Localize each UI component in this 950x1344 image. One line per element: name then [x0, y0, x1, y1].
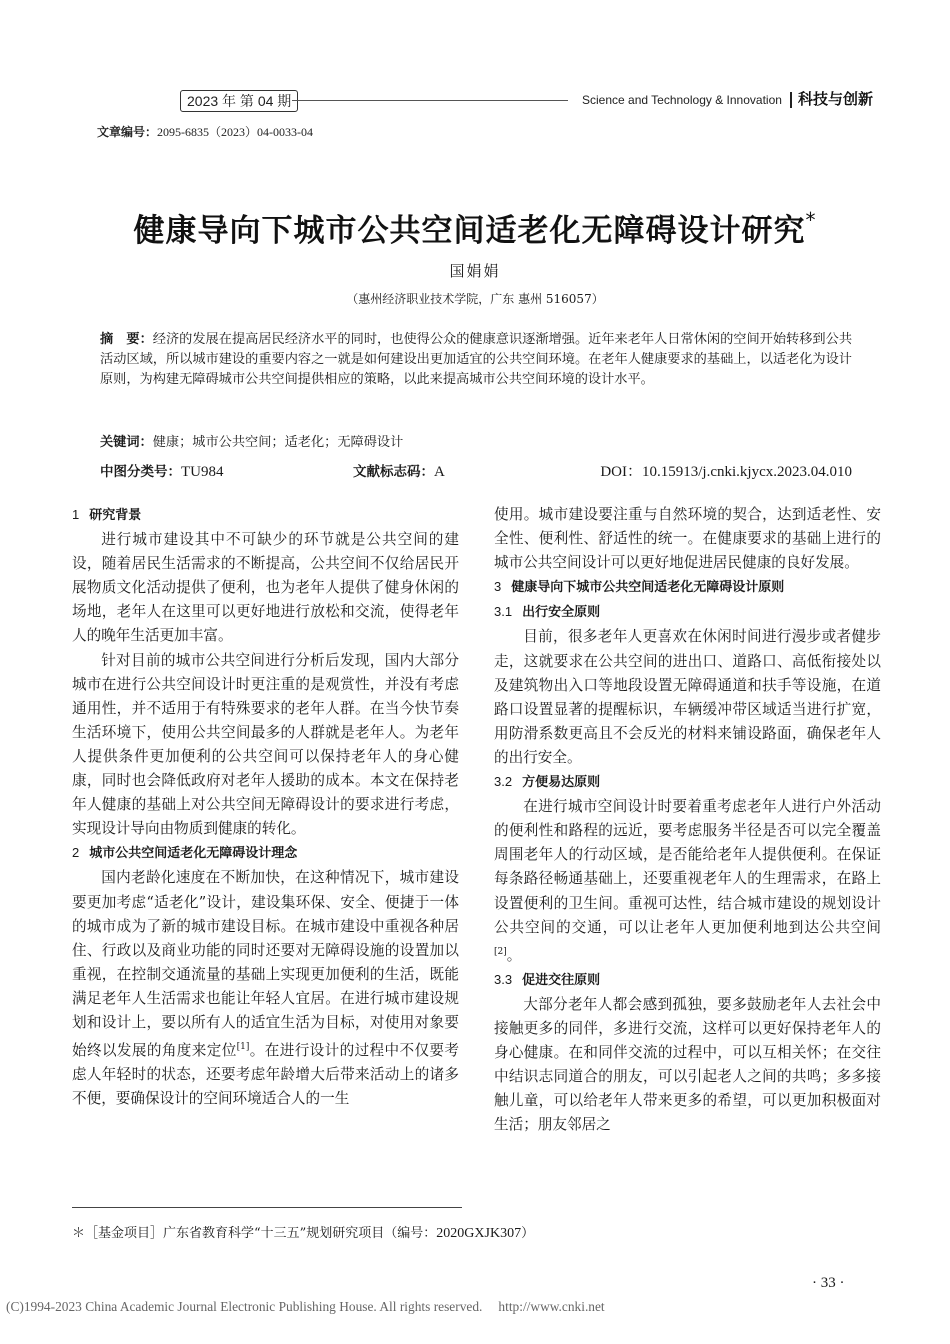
clc-label: 中图分类号：: [100, 464, 181, 480]
paragraph: [72, 866, 459, 1111]
subsection-heading-3-2: [494, 770, 881, 795]
paper-title-block: [0, 196, 950, 255]
paragraph: 进行城市建设其中不可缺少的环节就是公共空间的建设，随着居民生活需求的不断提高，公共空间不仅给居民开展物质文化活动提供了便利，也为老年人提供了健身休闲的场地，老年人在这里可以更好地进行放松和交流，使得老年人的晚年生活更加丰富。: [72, 531, 459, 645]
section-title: 城市公共空间适老化无障碍设计理念: [89, 846, 298, 862]
header-rule: [292, 100, 568, 101]
section-heading-3: [494, 575, 881, 600]
copyright-line: [6, 1297, 605, 1317]
keywords-label: 关键词：: [100, 435, 153, 450]
paragraph: 使用。城市建设要注重与自然环境的契合，达到适老性、安全性、便利性、舒适性的统一。在健康要求的基础上进行的城市公共空间设计可以更好地促进居民健康的良好发展。: [494, 506, 881, 572]
header-separator: [790, 92, 792, 108]
section-heading-1: [72, 503, 459, 528]
clc-value: TU984: [181, 464, 224, 480]
website-link[interactable]: http://www.cnki.net: [498, 1299, 605, 1314]
subsection-heading-3-3: [494, 968, 881, 993]
section-title: 出行安全原则: [522, 605, 601, 621]
footnote-rule: [72, 1207, 462, 1208]
paragraph-text: 。在进行设计的过程中不仅要考虑人年轻时的状态，还要考虑年龄增大后带来活动上的诸多不便，要确保设计的空间环境适合人的一生: [72, 1042, 459, 1108]
title-footnote-mark: *: [805, 208, 817, 232]
keywords: [100, 433, 852, 453]
abstract-text: 经济的发展在提高居民经济水平的同时，也使得公众的健康意识逐渐增强。近年来老年人日常休闲的空间开始转移到公共活动区域，所以城市建设的重要内容之一就是如何建设出更加适宜的公共空间环境。在老年人健康要求的基础上，以适老化为设计原则，为构建无障碍城市公共空间提供相应的策略，以此来提高城市公共空间环境的设计水平。: [100, 332, 853, 387]
section-title: 健康导向下城市公共空间适老化无障碍设计原则: [511, 580, 785, 596]
footnote-text: ＊［基金项目］广东省教育科学“十三五”规划研究项目（编号：: [72, 1226, 437, 1241]
grant-number: 2020GXJK307: [436, 1226, 522, 1241]
article-number-label: 文章编号：: [97, 125, 158, 139]
section-title: 促进交往原则: [522, 972, 601, 988]
document-code-label: 文献标志码：: [353, 464, 434, 480]
section-title: 研究背景: [89, 508, 142, 523]
citation-1[interactable]: [1]: [236, 1042, 250, 1053]
paragraph: 目前，很多老年人更喜欢在休闲时间进行漫步或者健步走，这就要求在公共空间的进出口、道路口、高低衔接处以及建筑物出入口等地段设置无障碍通道和扶手等设施，在道路口设置显著的提醒标识，车辆缓冲带区域适当进行扩宽，用防滑系数更高且不会反光的材料来铺设路面，确保老年人的出行安全。: [494, 628, 881, 766]
article-number: [97, 124, 313, 140]
paragraph: [494, 795, 881, 968]
doi: DOI：10.15913/j.cnki.kjycx.2023.04.010: [600, 464, 852, 480]
page-number: · 33 ·: [812, 1275, 845, 1291]
funding-footnote: [72, 1224, 534, 1244]
paragraph-text: 国内老龄化速度在不断加快，在这种情况下，城市建设要更加考虑“适老化”设计，建设集环保、安全、便捷于一体的城市成为了新的城市建设目标。在城市建设中重视各种居住、行政以及商业功能的同时还要对无障碍设施的设置加以重视，在控制交通流量的基础上实现更加便利的生活，既能满足老年人生活需求也能让年轻人宜居。在进行城市建设规划和设计上，要以所有人的适宜生活为目标，对使用对象要始终以发展的角度来定位: [72, 869, 459, 1060]
section-number: 1: [72, 507, 80, 522]
body-column-right: [494, 503, 881, 1137]
footnote-end: ）: [521, 1226, 535, 1241]
section-number: 3.2: [494, 774, 513, 790]
classification-row: [100, 461, 852, 483]
section-number: 2: [72, 845, 80, 861]
author-name: 国娟娟: [449, 262, 501, 280]
journal-name-chinese: 科技与创新: [798, 90, 874, 108]
body-column-left: [72, 503, 459, 1111]
paragraph: 针对目前的城市公共空间进行分析后发现，国内大部分城市在进行公共空间设计时更注重的是观赏性，并没有考虑通用性，并不适用于有特殊要求的老年人群。在当今快节奏生活环境下，使用公共空间最多的人群就是老年人。为老年人提供条件更加便利的公共空间可以保持老年人的身心健康，同时也会降低政府对老年人援助的成本。本文在保持老年人健康的基础上对公共空间无障碍设计的要求进行考虑，实现设计导向由物质到健康的转化。: [72, 651, 459, 838]
clc-number: [100, 464, 224, 480]
abstract: [100, 330, 852, 390]
author-affiliation: （惠州经济职业技术学院，广东 惠州 516057）: [346, 292, 604, 306]
section-number: 3.3: [494, 971, 513, 987]
paragraph-text: 在进行城市空间设计时要着重考虑老年人进行户外活动的便利性和路程的远近，要考虑服务半径是否可以完全覆盖周围老年人的行动区域，是否能给老年人提供便利。在保证每条路径畅通基础上，还要重视老年人的生理需求，在路上设置便利的卫生间。重视可达性，结合城市建设的规划设计公共空间的交通，可以让老年人更加便利地到达公共空间: [494, 798, 881, 936]
copyright-text: (C)1994-2023 China Academic Journal Electronic Publishing House. All rights reserved.: [6, 1299, 483, 1314]
section-number: 3: [494, 579, 502, 595]
paper-title: 健康导向下城市公共空间适老化无障碍设计研究: [133, 213, 806, 249]
section-title: 方便易达原则: [522, 775, 601, 791]
subsection-heading-3-1: [494, 600, 881, 625]
paragraph: 大部分老年人都会感到孤独，要多鼓励老年人去社会中接触更多的同伴，多进行交流，这样可以更好保持老年人的身心健康。在和同伴交流的过程中，可以互相关怀；在交往中结识志同道合的朋友，可以引起老人之间的共鸣；多多接触儿童，可以给老年人带来更多的希望，可以更加积极面对生活；朋友邻居之: [494, 995, 881, 1134]
document-code: [353, 461, 445, 483]
section-heading-2: [72, 841, 459, 866]
journal-name-english: Science and Technology & Innovation: [582, 93, 782, 107]
article-number-value: 2095-6835（2023）04-0033-04: [157, 125, 314, 139]
paragraph-text: 。: [506, 946, 522, 964]
journal-issue-label: 2023 年 第 04 期: [180, 90, 298, 112]
abstract-label: 摘 要：: [100, 332, 153, 347]
document-code-value: A: [434, 464, 445, 480]
section-number: 3.1: [494, 604, 513, 620]
citation-2[interactable]: [2]: [494, 946, 507, 957]
keywords-text: 健康；城市公共空间；适老化；无障碍设计: [152, 435, 404, 450]
